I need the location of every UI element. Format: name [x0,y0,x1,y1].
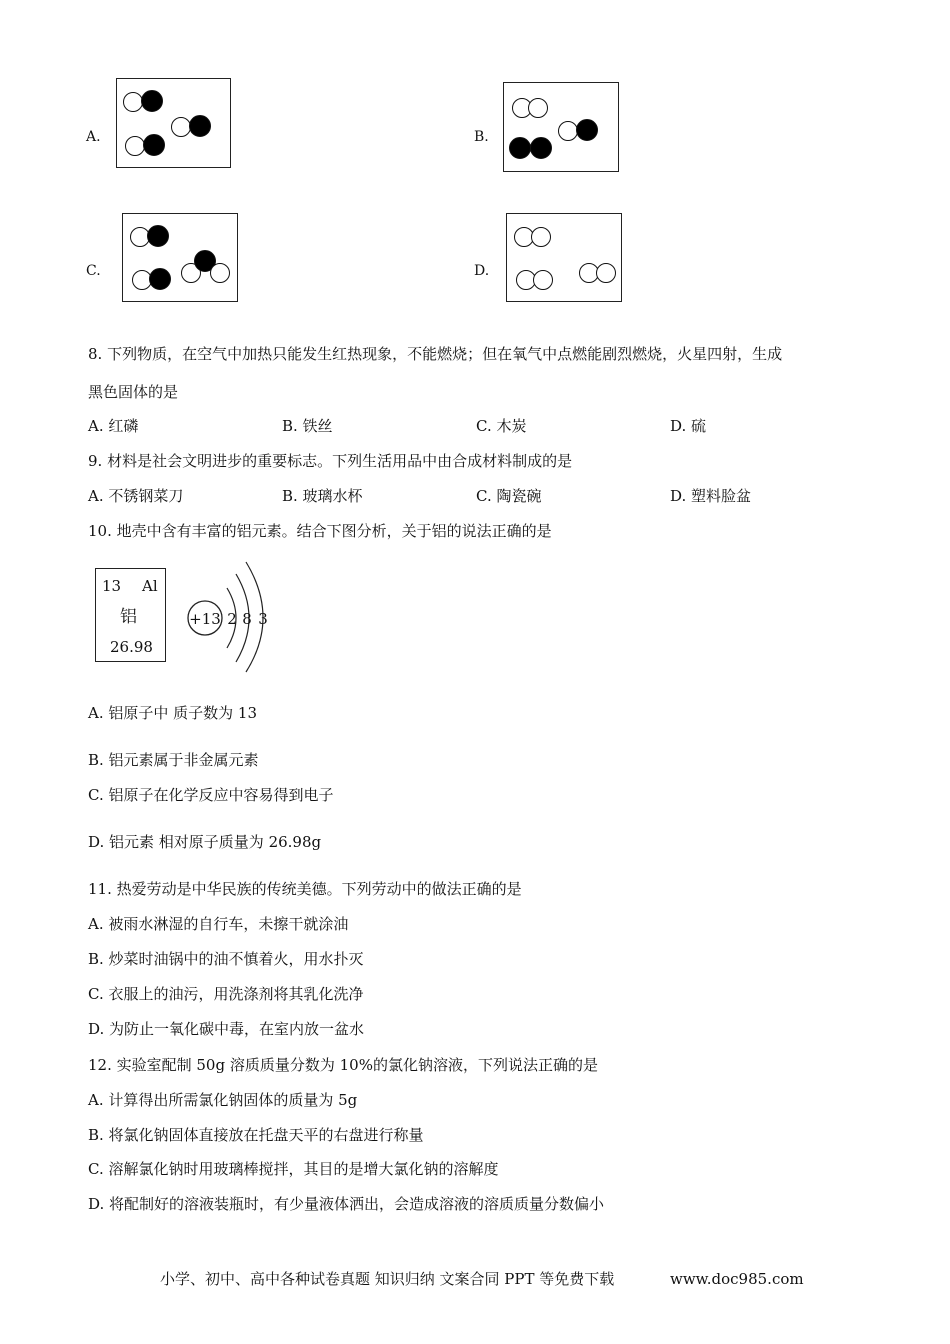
white-atom-icon [123,92,143,112]
aluminum-element-card [95,568,166,662]
q7-option-a-diagram [116,78,231,168]
white-atom-icon [533,270,553,290]
q11-option-a: A. 被雨水淋湿的自行车，未擦干就涂油 [88,915,349,933]
q9-option-b: B. 玻璃水杯 [282,487,363,505]
element-name: 铝 [120,607,137,627]
q7-option-a-label: A. [86,129,101,145]
q7-option-d-label: D. [474,263,490,279]
footer-website-link[interactable]: www.doc985.com [670,1270,804,1288]
shell-electrons-2: 8 [242,610,252,628]
q7-option-d-diagram [506,213,622,302]
q12-stem: 12. 实验室配制 50g 溶质质量分数为 10%的氯化钠溶液，下列说法正确的是 [88,1056,598,1074]
footer-download-text: 小学、初中、高中各种试卷真题 知识归纳 文案合同 PPT 等免费下载 [160,1270,615,1288]
q12-option-c: C. 溶解氯化钠时用玻璃棒搅拌，其目的是增大氯化钠的溶解度 [88,1160,499,1178]
q10-option-d: D. 铝元素 相对原子质量为 26.98g [88,833,322,851]
white-atom-icon [558,121,578,141]
black-atom-icon [143,134,165,156]
q12-option-b: B. 将氯化钠固体直接放在托盘天平的右盘进行称量 [88,1126,424,1144]
q9-stem: 9. 材料是社会文明进步的重要标志。下列生活用品中由合成材料制成的是 [88,452,573,470]
q9-option-a: A. 不锈钢菜刀 [88,487,184,505]
black-atom-icon [530,137,552,159]
black-atom-icon [149,268,171,290]
black-atom-icon [189,115,211,137]
q7-option-c-diagram [122,213,238,302]
q8-option-a: A. 红磷 [88,417,139,435]
q7-option-c-label: C. [86,263,101,279]
black-atom-icon [509,137,531,159]
q9-option-d: D. 塑料脸盆 [670,487,752,505]
shell-electrons-1: 2 [227,610,237,628]
q10-option-a: A. 铝原子中 质子数为 13 [88,704,257,722]
q9-option-c: C. 陶瓷碗 [476,487,542,505]
q11-option-d: D. 为防止一氧化碳中毒，在室内放一盆水 [88,1020,365,1038]
q12-option-d: D. 将配制好的溶液装瓶时，有少量液体洒出，会造成溶液的溶质质量分数偏小 [88,1195,605,1213]
q11-stem: 11. 热爱劳动是中华民族的传统美德。下列劳动中的做法正确的是 [88,880,522,898]
q7-option-b-diagram [503,82,619,172]
q10-option-c: C. 铝原子在化学反应中容易得到电子 [88,786,334,804]
element-atomic-number: 13 [102,577,122,595]
q7-option-b-label: B. [474,129,489,145]
q8-stem-line2: 黑色固体的是 [88,383,179,401]
q8-stem-line1: 8. 下列物质，在空气中加热只能发生红热现象，不能燃烧；但在氧气中点燃能剧烈燃烧，火星四射，生成 [88,345,783,363]
q8-option-b: B. 铁丝 [282,417,333,435]
black-atom-icon [147,225,169,247]
shell-electrons-3: 3 [258,610,268,628]
nucleus-charge: +13 [189,610,221,628]
q11-option-b: B. 炒菜时油锅中的油不慎着火，用水扑灭 [88,950,364,968]
black-atom-icon [576,119,598,141]
white-atom-icon [531,227,551,247]
q10-option-b: B. 铝元素属于非金属元素 [88,751,259,769]
white-atom-icon [596,263,616,283]
q12-option-a: A. 计算得出所需氯化钠固体的质量为 5g [88,1091,358,1109]
black-atom-icon [141,90,163,112]
element-symbol: Al [142,577,158,595]
white-atom-icon [171,117,191,137]
q8-option-c: C. 木炭 [476,417,527,435]
q11-option-c: C. 衣服上的油污，用洗涤剂将其乳化洗净 [88,985,364,1003]
white-atom-icon [528,98,548,118]
aluminum-atom-structure-diagram [180,558,280,674]
q8-option-d: D. 硫 [670,417,707,435]
element-atomic-mass: 26.98 [110,638,153,656]
white-atom-icon [210,263,230,283]
q10-stem: 10. 地壳中含有丰富的铝元素。结合下图分析，关于铝的说法正确的是 [88,522,552,540]
white-atom-icon [125,136,145,156]
